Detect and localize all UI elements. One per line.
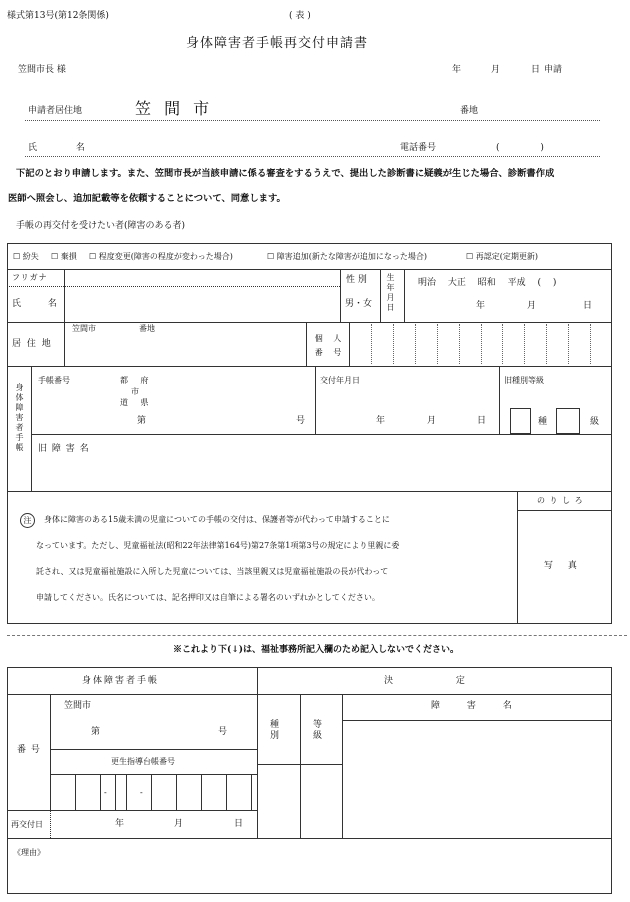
statement-line1: 下記のとおり申請します。また、笠間市長が当該申請に係る審査をするうえで、提出した診断書に疑義が生じた場合、診断書作成	[16, 168, 555, 179]
divider	[257, 764, 342, 765]
divider	[342, 720, 612, 721]
page-title: 身体障害者手帳再交付申請書	[186, 36, 369, 51]
office-number-label: 番 号	[17, 745, 40, 755]
phone-label: 電話番号	[400, 143, 437, 153]
guidance-cell-divider	[226, 774, 227, 810]
birth-month: 月	[527, 301, 537, 311]
divider	[7, 286, 340, 287]
note-line2: なっています。ただし、児童福祉法(昭和22年法律第164号)第27条第1項第3号の規定により里親に委	[36, 541, 400, 550]
form-side: ( 表 )	[289, 11, 311, 21]
guidance-cell-divider	[75, 774, 76, 810]
todofuken-2: 市	[131, 387, 139, 396]
statement-line2: 医師へ照会し、追加記載等を依頼することについて、同意します。	[8, 193, 286, 204]
issue-date-label: 交付年月日	[320, 376, 360, 385]
phone-paren: ( )	[496, 143, 544, 153]
note-mark: 注	[20, 513, 35, 528]
old-grade-unit: 級	[590, 417, 600, 427]
guidance-cell-divider	[115, 774, 116, 810]
office-go: 号	[218, 727, 228, 737]
address-line[interactable]	[25, 120, 600, 121]
sex-options[interactable]: 男・女	[345, 299, 373, 309]
apply-month: 月	[491, 65, 501, 75]
photo-label: 写 真	[544, 561, 577, 571]
reason-damaged[interactable]: ☐ 棄損	[51, 252, 77, 261]
todofuken-3: 道 県	[120, 398, 149, 407]
digit-divider	[371, 324, 372, 364]
reissue-year: 年	[115, 819, 125, 829]
divider	[31, 434, 612, 435]
digit-divider	[459, 324, 460, 364]
digit-divider	[524, 324, 525, 364]
divider	[300, 694, 301, 838]
applicant-city: 笠 間 市	[135, 99, 214, 118]
address-banchi: 番地	[460, 106, 479, 116]
guidance-cell-divider	[251, 774, 252, 810]
guidance-hyphen: -	[140, 788, 143, 797]
name-label: 氏 名	[28, 143, 85, 153]
reason-lost[interactable]: ☐ 紛失	[13, 252, 39, 261]
sex-label: 性 別	[346, 275, 367, 285]
apply-day: 日	[531, 65, 541, 75]
divider	[50, 749, 257, 750]
name-row-label: 氏 名	[12, 299, 57, 309]
divider	[340, 269, 341, 322]
divider	[7, 694, 612, 695]
divider	[380, 269, 381, 322]
digit-divider	[393, 324, 394, 364]
divider	[257, 667, 258, 838]
divider	[50, 810, 51, 838]
divider	[64, 269, 65, 366]
guidance-cell-divider	[176, 774, 177, 810]
guidance-cell-divider	[151, 774, 152, 810]
divider	[499, 366, 500, 434]
divider	[342, 694, 343, 838]
divider	[7, 491, 612, 492]
issue-year: 年	[376, 416, 386, 426]
reason-recertification[interactable]: ☐ 再認定(定期更新)	[466, 252, 538, 261]
reissue-month: 月	[174, 819, 184, 829]
divider	[7, 838, 612, 839]
todofuken-1: 都 府	[120, 376, 149, 385]
issue-month: 月	[427, 416, 437, 426]
apply-suffix: 申請	[544, 65, 563, 75]
name-line[interactable]	[25, 156, 600, 157]
divider	[7, 810, 257, 811]
old-type-label: 種	[538, 417, 548, 427]
form-number: 様式第13号(第12条関係)	[7, 11, 109, 21]
office-dai: 第	[91, 727, 101, 737]
reissue-day: 日	[234, 819, 244, 829]
addressee: 笠間市長 様	[18, 65, 66, 75]
old-grade-label: 旧種別等級	[504, 376, 544, 385]
office-city: 笠間市	[64, 701, 92, 711]
office-techo-header: 身体障害者手帳	[82, 676, 160, 686]
subject-label: 手帳の再交付を受けたい者(障害のある者)	[16, 221, 186, 231]
address-label: 申請者居住地	[28, 106, 83, 116]
digit-divider	[437, 324, 438, 364]
birth-label: 生年月日	[386, 273, 395, 313]
reissue-date-label: 再交付日	[11, 820, 43, 829]
guidance-cell-divider	[201, 774, 202, 810]
reason-added-disability[interactable]: ☐ 障害追加(新たな障害が追加になった場合)	[267, 252, 427, 261]
old-disability-label: 旧 障 害 名	[38, 444, 89, 454]
techo-number-label: 手帳番号	[38, 376, 70, 385]
type-label: 種別	[270, 720, 280, 741]
apply-year: 年	[452, 65, 462, 75]
guidance-hyphen: -	[104, 788, 107, 797]
digit-divider	[546, 324, 547, 364]
digit-divider	[568, 324, 569, 364]
old-grade-box[interactable]	[556, 408, 580, 434]
techo-dai: 第	[137, 416, 147, 426]
digit-divider	[415, 324, 416, 364]
divider	[7, 366, 612, 367]
grade-label: 等級	[313, 720, 323, 741]
divider	[7, 322, 612, 323]
digit-divider	[502, 324, 503, 364]
note-line3: 託され、又は児童福祉施設に入所した児童については、当該里親又は児童福祉施設の長が代わって	[36, 567, 389, 576]
residence-banchi: 番地	[139, 324, 155, 333]
photo-glue-label: の り し ろ	[537, 496, 583, 505]
office-note: ※これより下(↓)は、福祉事務所記入欄のため記入しないでください。	[173, 645, 460, 655]
guidance-cell-divider	[50, 774, 51, 810]
issue-day: 日	[477, 416, 487, 426]
residence-city: 笠間市	[72, 324, 96, 333]
techo-label: 身体障害者手帳	[15, 383, 24, 453]
decision-header: 決 定	[384, 676, 465, 686]
divider	[31, 366, 32, 491]
techo-go: 号	[296, 416, 306, 426]
divider	[315, 366, 316, 434]
divider	[7, 269, 612, 270]
era-options[interactable]: 明治 大正 昭和 平成 ( )	[418, 278, 557, 288]
guidance-cell-divider	[126, 774, 127, 810]
note-line4: 申請してください。氏名については、記名押印又は自筆による署名のいずれかとしてください。	[36, 593, 380, 602]
guidance-label: 更生指導台帳番号	[111, 757, 175, 766]
divider	[306, 322, 307, 366]
residence-label: 居 住 地	[12, 339, 51, 349]
birth-year: 年	[476, 301, 486, 311]
divider	[517, 510, 612, 511]
divider	[404, 269, 405, 322]
personal-number-label: 個 人 番 号	[314, 334, 342, 357]
divider	[349, 322, 350, 366]
reason-label: 《理由》	[13, 848, 45, 857]
note-line1: 身体に障害のある15歳未満の児童についての手帳の交付は、保護者等が代わって申請することに	[44, 515, 390, 524]
furigana-label: フリガナ	[12, 273, 48, 282]
office-table	[7, 667, 612, 894]
disability-label: 障 害 名	[431, 701, 512, 711]
reason-degree-change[interactable]: ☐ 程度変更(障害の程度が変わった場合)	[89, 252, 233, 261]
cut-line	[7, 635, 627, 636]
digit-divider	[481, 324, 482, 364]
birth-day: 日	[583, 301, 593, 311]
old-type-box[interactable]	[510, 408, 531, 434]
guidance-cell-divider	[100, 774, 101, 810]
digit-divider	[590, 324, 591, 364]
